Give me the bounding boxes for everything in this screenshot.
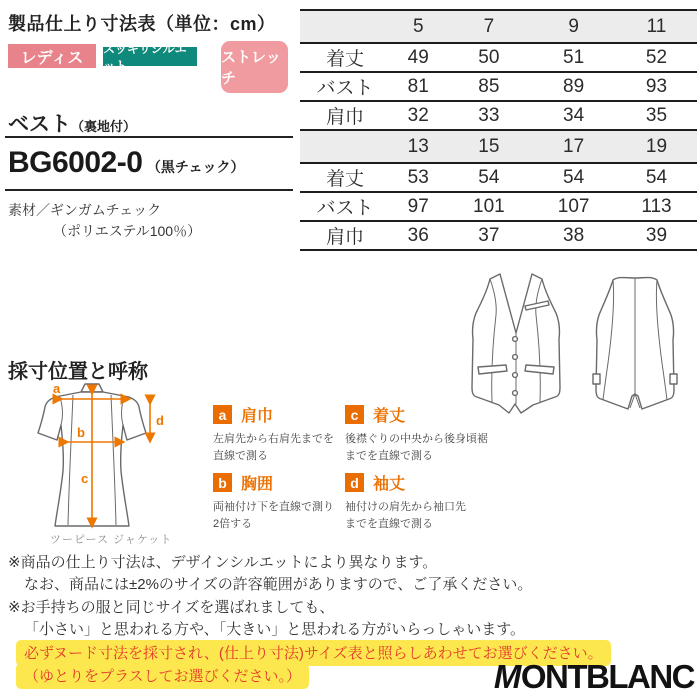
diagram-label-a: a <box>53 383 61 396</box>
cell: 54 <box>478 166 500 188</box>
product-color-note: （黒チェック） <box>146 159 245 175</box>
table-row <box>300 163 697 192</box>
row-label: 肩巾 <box>325 227 364 248</box>
diagram-label-d: d <box>156 413 164 428</box>
material-info <box>8 200 201 242</box>
size-header-empty <box>300 10 390 43</box>
cell: 36 <box>407 224 429 246</box>
measure-desc-line: 後襟ぐりの中央から後身頃裾 <box>345 433 488 445</box>
badge-c: c <box>345 405 364 424</box>
measure-name: 着丈 <box>373 408 406 425</box>
tag-slim-silhouette: スッキリシルエット <box>103 47 197 66</box>
measure-name: 肩巾 <box>241 408 274 425</box>
cell: 52 <box>645 46 668 68</box>
vest-button <box>513 373 518 378</box>
table-row <box>300 192 697 221</box>
measure-name: 胸囲 <box>241 476 274 493</box>
row-label: バスト <box>316 78 374 99</box>
measuring-jacket-diagram-image <box>33 383 167 533</box>
vest-button <box>513 355 518 360</box>
size-label: 5 <box>390 10 447 43</box>
diagram-label-b: b <box>77 425 85 440</box>
note-line-1: ※商品の仕上り寸法は、デザインシルエットにより異なります。 <box>8 554 438 571</box>
note-line-4: 「小さい」と思われる方や、「大きい」と思われる方がいらっしゃいます。 <box>24 621 526 638</box>
cell: 89 <box>563 75 585 97</box>
cell: 49 <box>407 46 429 68</box>
highlighted-warning-2: （ゆとりをプラスしてお選びください。） <box>16 663 309 689</box>
cell: 97 <box>407 195 429 217</box>
row-label: 着丈 <box>325 169 364 190</box>
measure-item-sleeve <box>345 471 497 533</box>
cell: 39 <box>645 224 668 246</box>
table-row <box>300 72 697 101</box>
measure-item-chest <box>213 471 365 533</box>
measure-desc-line: までを直線で測る <box>345 450 433 463</box>
product-type-name: ベスト <box>8 113 71 136</box>
cell: 32 <box>407 104 429 126</box>
vest-back-illustration-image <box>584 273 686 423</box>
tag-stretch: ストレッチ <box>221 41 288 93</box>
cell: 93 <box>645 75 668 97</box>
cell: 113 <box>641 195 672 217</box>
cell: 101 <box>473 195 505 217</box>
size-label: 13 <box>390 130 447 163</box>
logo-rest: ONTBLANC <box>520 658 694 695</box>
cell: 53 <box>407 166 429 188</box>
cell: 50 <box>478 46 500 68</box>
measure-desc-line: 左肩先から右肩先までを <box>213 433 334 445</box>
tag-ladies: レディス <box>8 44 96 68</box>
montblanc-logo <box>494 658 694 696</box>
product-type <box>8 108 136 138</box>
size-label: 7 <box>447 10 532 43</box>
size-header-empty <box>300 130 390 163</box>
size-label: 9 <box>531 10 616 43</box>
row-label: 着丈 <box>325 49 364 70</box>
measure-section-heading: 採寸位置と呼称 <box>8 361 148 383</box>
product-code-value: BG6002-0 <box>8 146 143 179</box>
row-label: バスト <box>316 198 374 219</box>
size-label: 11 <box>616 10 697 43</box>
measure-desc-line: 袖付けの肩先から袖口先 <box>345 501 466 513</box>
size-table <box>300 9 697 251</box>
size-label: 19 <box>616 130 697 163</box>
badge-b: b <box>213 473 232 492</box>
measure-desc-line: 直線で測る <box>213 450 268 463</box>
table-row <box>300 221 697 250</box>
cell: 37 <box>478 224 500 246</box>
size-label: 15 <box>447 130 532 163</box>
cell: 51 <box>563 46 585 68</box>
size-header-row <box>300 130 697 163</box>
vest-side-tab-left <box>593 374 600 384</box>
note-line-3: ※お手持ちの服と同じサイズを選ばれましても、 <box>8 599 335 616</box>
cell: 35 <box>645 104 668 126</box>
diagram-label-c: c <box>81 471 89 486</box>
diagram-caption: ツーピース ジャケット <box>50 534 173 546</box>
table-row <box>300 101 697 130</box>
cell: 33 <box>478 104 500 126</box>
badge-d: d <box>345 473 364 492</box>
material-line2: （ポリエステル100％） <box>53 223 202 239</box>
measure-name: 袖丈 <box>373 476 406 493</box>
measure-desc-line: 2倍する <box>213 518 253 531</box>
divider <box>5 136 293 138</box>
page-title: 製品仕上り寸法表（単位：cm） <box>8 14 276 34</box>
vest-button <box>513 337 518 342</box>
table-row <box>300 43 697 72</box>
highlighted-warning-1: 必ずヌード寸法を採寸され、(仕上り寸法)サイズ表と照らしあわせてお選びください。 <box>16 640 611 666</box>
cell: 54 <box>563 166 585 188</box>
vest-side-tab-right <box>670 374 677 384</box>
cell: 107 <box>557 195 590 217</box>
cell: 81 <box>407 75 429 97</box>
vest-button <box>513 391 518 396</box>
row-label: 肩巾 <box>325 107 364 128</box>
badge-a: a <box>213 405 232 424</box>
size-label: 17 <box>531 130 616 163</box>
product-code <box>8 146 244 180</box>
note-line-2: なお、商品には±2%のサイズの許容範囲がありますので、ご了承ください。 <box>24 576 533 593</box>
vest-front-illustration-image <box>459 271 573 423</box>
cell: 54 <box>645 166 668 188</box>
cell: 38 <box>563 224 585 246</box>
material-line1: 素材／ギンガムチェック <box>8 202 162 218</box>
divider <box>5 189 293 191</box>
measure-item-shoulder <box>213 403 365 465</box>
cell: 85 <box>478 75 500 97</box>
measure-desc-line: 両袖付け下を直線で測り <box>213 501 334 513</box>
size-header-row <box>300 10 697 43</box>
measure-desc-line: までを直線で測る <box>345 518 433 531</box>
logo-initial: M <box>493 658 520 695</box>
product-type-note: （裏地付） <box>71 119 137 134</box>
cell: 34 <box>563 104 585 126</box>
